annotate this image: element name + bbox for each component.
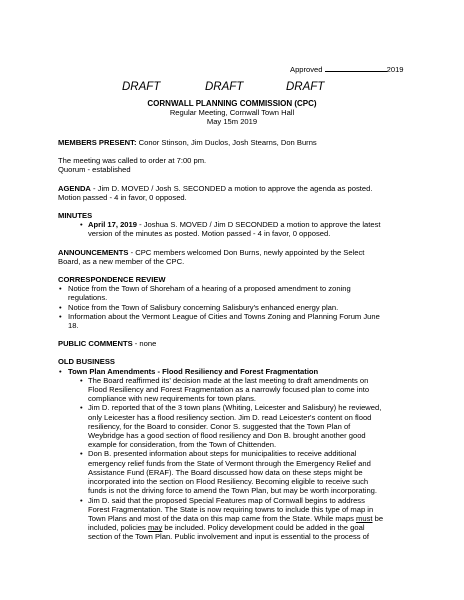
correspondence-label: CORRESPONDENCE REVIEW	[58, 275, 166, 285]
paragraph-line: Forest Fragmentation. The State is now requiring towns to include this type of map in	[88, 504, 374, 514]
quorum: Quorum - established	[58, 165, 131, 175]
minutes-text: - Joshua S. MOVED / Jim D SECONDED a motion to approve the latest	[136, 220, 381, 230]
meeting-subtitle: Regular Meeting, Cornwall Town Hall	[169, 108, 295, 118]
announcements-label: ANNOUNCEMENTS	[58, 247, 129, 257]
paragraph-line: Flood Resiliency and Forest Fragmentation as a narrowly focused plan to come into	[88, 385, 370, 395]
meeting-date: May 15m 2019	[206, 117, 258, 127]
draft-label: DRAFT	[205, 81, 244, 93]
paragraph-line: compliance with new requirements for town plans.	[88, 394, 256, 404]
paragraph-line: section of the Town Plan. Public involvement and input is essential to the process of	[88, 532, 369, 542]
old-business-topic: Town Plan Amendments - Flood Resiliency and Forest Fragmentation	[68, 366, 319, 376]
item-text: Information about the Vermont League of Cities and Towns Zoning and Planning Forum June	[68, 311, 380, 321]
underlined-word: may	[147, 523, 163, 533]
list-item: • April 17, 2019 - Joshua S. MOVED / Jim D SECONDED a motion to approve the latest version of the minutes as posted. Motion passed - 4 in favor, 0 opposed.	[80, 220, 381, 239]
underlined-word: must	[356, 513, 373, 523]
agenda-label: AGENDA	[58, 183, 91, 193]
paragraph-line: Jim D. reported that of the 3 town plans (Whiting, Leicester and Salisbury) he reviewed,	[88, 403, 382, 413]
list-item: • Jim D. reported that of the 3 town plans (Whiting, Leicester and Salisbury) he reviewed, only Leicester has a flood resiliency section. Jim D. read Leicester's content on flood resiliency, for the Board to consider. Conor S. suggested that the Town Plan of Weybridge has a good section of flood resiliency and Don B. brought another good example for consideration, from the Town of Chittenden.	[80, 403, 382, 450]
document-header	[0, 99, 464, 127]
list-item: • Information about the Vermont League of Cities and Towns Zoning and Planning Forum June 18.	[59, 311, 380, 331]
public-comments-text: - none	[132, 339, 157, 349]
minutes-list	[58, 220, 430, 238]
item-text: Notice from the Town of Salisbury concerning Salisbury's enhanced energy plan.	[68, 302, 339, 312]
paragraph-line: be	[372, 513, 384, 523]
paragraph-line: The Board reaffirmed its' decision made at the last meeting to draft amendments on	[88, 375, 369, 385]
members-present	[58, 138, 430, 147]
paragraph-line: incorporated into the section on Flood Resiliency. Becoming eligible to receive such	[88, 477, 369, 487]
agenda-text: - Jim D. MOVED / Josh S. SECONDED a motion to approve the agenda as posted.	[90, 183, 373, 193]
announcements	[58, 248, 430, 257]
old-business-label: OLD BUSINESS	[58, 357, 115, 367]
minutes-date: April 17, 2019	[88, 220, 137, 230]
paragraph-line: Weybridge has a good section of flood resiliency and Don B. brought another good	[88, 431, 366, 441]
item-text: Notice from the Town of Shoreham of a hearing of a proposed amendment to zoning	[68, 284, 351, 294]
document-title: CORNWALL PLANNING COMMISSION (CPC)	[147, 99, 317, 108]
paragraph-line: Town Plans and most of the data on this map came from the State. While maps	[88, 513, 357, 523]
paragraph-line: emergency relief funds from the State of Vermont through the Emergency Relief and	[88, 458, 371, 468]
approved-label: Approved	[290, 65, 323, 74]
list-item: • Notice from the Town of Shoreham of a hearing of a proposed amendment to zoning regulations.	[59, 284, 351, 303]
approval-blank	[325, 64, 387, 72]
correspondence-list	[58, 284, 430, 330]
members-names: Conor Stinson, Jim Duclos, Josh Stearns, Don Burns	[138, 138, 317, 147]
call-to-order: The meeting was called to order at 7:00 pm.	[58, 156, 207, 166]
public-comments	[58, 339, 430, 348]
paragraph-line: be included. Policy development could be added in the goal	[162, 523, 365, 533]
list-item: • Notice from the Town of Salisbury concerning Salisbury's enhanced energy plan.	[59, 302, 339, 312]
minutes-heading	[58, 211, 430, 220]
draft-label: DRAFT	[286, 81, 325, 93]
agenda-result: Motion passed - 4 in favor, 0 opposed.	[58, 192, 187, 202]
draft-label: DRAFT	[122, 81, 161, 93]
announcements-cont: Board, as a new member of the CPC.	[58, 256, 185, 266]
approval-line	[290, 64, 450, 74]
item-text-cont: 18.	[68, 321, 79, 331]
paragraph-line: Jim D. said that the proposed Special Features map of Cornwall begins to address	[88, 495, 365, 505]
announcements-text: - CPC members welcomed Don Burns, newly appointed by the Select	[128, 247, 365, 257]
list-item: • Jim D. said that the proposed Special Features map of Cornwall begins to address Forest Fragmentation. The State is now requiring towns to include this type of map in Town Plans and most of the data on this map came from the State. While maps must be included, policies may be included. Policy development could be added in the goal section of the Town Plan. Public involvement and input is essential to the process of	[80, 495, 384, 542]
paragraph-line: resiliency, for the Board to consider. Conor S. suggested that the Town Plan of	[88, 421, 351, 431]
paragraph-line: Don B. presented information about steps for municipalities to receive additional	[88, 449, 357, 459]
approved-year: 2019	[386, 65, 404, 74]
item-text-cont: regulations.	[68, 293, 108, 303]
document-body	[58, 138, 430, 542]
agenda	[58, 184, 430, 193]
paragraph-line: Assistance Fund (ERAF). The Board discussed how data on these steps might be	[88, 467, 363, 477]
public-comments-label: PUBLIC COMMENTS	[58, 339, 133, 349]
paragraph-line: only Leicester has a flood resiliency section. Jim D. read Leicester's content on flood	[88, 412, 372, 422]
paragraph-line: funds is not the driving force to amend the Town Plan, but may be worth incorporating.	[88, 486, 378, 496]
minutes-label: MINUTES	[58, 211, 93, 221]
paragraph-line: example for consideration, from the Town of Chittenden.	[88, 440, 277, 450]
old-business-heading	[58, 357, 430, 366]
list-item: • Don B. presented information about steps for municipalities to receive additional emergency relief funds from the State of Vermont through the Emergency Relief and Assistance Fund (ERAF). The Board discussed how data on these steps might be incorporated into the section on Flood Resiliency. Becoming eligible to receive such funds is not the driving force to amend the Town Plan, but may be worth incorporating.	[80, 449, 378, 496]
list-item: • Town Plan Amendments - Flood Resiliency and Forest Fragmentation • The Board reaffirmed its' decision made at the last meeting to draft amendments on Flood Resiliency and Forest Fragmentation as a narrowly focused plan to come into compliance with new requirements for town plans. • Jim D. reported that of the 3 town plans (Whiting, Leicester and Salisbury) he reviewed, only Leicester has a flood resiliency section. Jim D. read Leicester's content on flood resiliency, for the Board to consider. Conor S. suggested that the Town Plan of Weybridge has a good section of flood resiliency and Don B. brought another good example for consideration, from the Town of Chittenden. • Don B. presented information about steps for municipalities to receive additional emergency relief funds from the State of Vermont through the Emergency Relief and Assistance Fund (ERAF). The Board discussed how data on these steps might be incorporated into the section on Flood Resiliency. Becoming eligible to receive such funds is not the driving force to amend the Town Plan, but may be worth incorporating. • Jim D. said that the proposed Special Features map of Cornwall begins to address Forest Fragmentation. The State is now requiring towns to include this type of map in Town Plans and most of the data on this map came from the State. While maps must be included, policies may be included. Policy development could be added in the goal section of the Town Plan. Public involvement and input is essential to the process of	[58, 367, 430, 542]
minutes-text-cont: version of the minutes as posted. Motion passed - 4 in favor, 0 opposed.	[88, 229, 331, 239]
old-business-list	[58, 367, 430, 542]
members-label: MEMBERS PRESENT:	[58, 138, 137, 147]
correspondence-heading	[58, 275, 430, 284]
old-business-sublist	[58, 376, 430, 542]
list-item: • The Board reaffirmed its' decision made at the last meeting to draft amendments on Flood Resiliency and Forest Fragmentation as a narrowly focused plan to come into compliance with new requirements for town plans.	[80, 375, 370, 404]
paragraph-line: included, policies	[88, 523, 148, 533]
